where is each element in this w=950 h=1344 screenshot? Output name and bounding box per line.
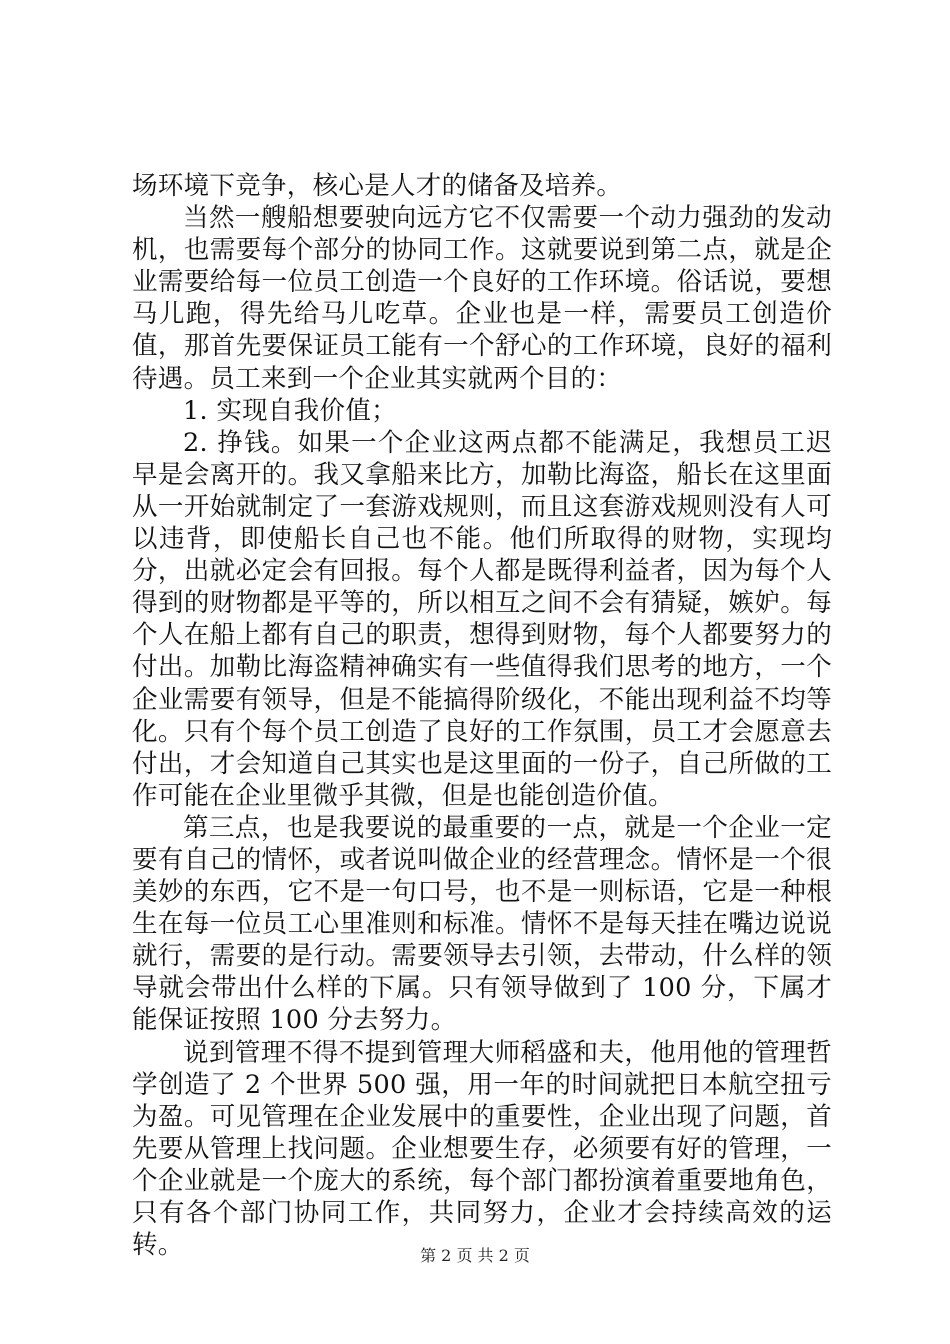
body-text xyxy=(132,170,832,1261)
paragraph-1: 场环境下竞争，核心是人才的储备及培养。 xyxy=(132,171,623,201)
paragraph-3: 第三点，也是我要说的最重要的一点，就是一个企业一定要有自己的情怀，或者说叫做企业的经营理念。情怀是一个很美妙的东西，它不是一句口号，也不是一则标语，它是一种根生在每一位员工心里准则和标准。情怀不是每天挂在嘴边说说就行，需要的是行动。需要领导去引领，去带动，什么样的领导就会带出什么样的下属。只有领导做到了 100 分，下属才能保证按照 100 分去努力。 xyxy=(132,812,832,1036)
paragraph-2: 当然一艘船想要驶向远方它不仅需要一个动力强劲的发动机，也需要每个部分的协同工作。这就要说到第二点，就是企业需要给每一位员工创造一个良好的工作环境。俗话说，要想马儿跑，得先给马儿吃草。企业也是一样，需要员工创造价值，那首先要保证员工能有一个舒心的工作环境，良好的福利待遇。员工来到一个企业其实就两个目的： xyxy=(132,203,832,394)
page-footer: 第 2 页 共 2 页 xyxy=(420,1246,530,1265)
list-item-1: 1. 实现自我价值； xyxy=(183,395,397,426)
paragraph-4: 说到管理不得不提到管理大师稻盛和夫，他用他的管理哲学创造了 2 个世界 500 强，用一年的时间就把日本航空扭亏为盈。可见管理在企业发展中的重要性，企业出现了问题，首先要从管理上找问题。企业想要生存，必须要有好的管理，一个企业就是一个庞大的系统，每个部门都扮演着重要地角色，只有各个部门协同工作，共同努力，企业才会持续高效的运转。 xyxy=(132,1037,832,1261)
list-item-2: 2. 挣钱。如果一个企业这两点都不能满足，我想员工迟早是会离开的。我又拿船来比方，加勒比海盗，船长在这里面从一开始就制定了一套游戏规则，而且这套游戏规则没有人可以违背，即使船长自己也不能。他们所取得的财物，实现均分，出就必定会有回报。每个人都是既得利益者，因为每个人得到的财物都是平等的，所以相互之间不会有猜疑，嫉妒。每个人在船上都有自己的职责，想得到财物，每个人都要努力的付出。加勒比海盗精神确实有一些值得我们思考的地方，一个企业需要有领导，但是不能搞得阶级化，不能出现利益不均等化。只有个每个员工创造了良好的工作氛围，员工才会愿意去付出，才会知道自己其实也是这里面的一份子，自己所做的工作可能在企业里微乎其微，但是也能创造价值。 xyxy=(132,427,832,811)
